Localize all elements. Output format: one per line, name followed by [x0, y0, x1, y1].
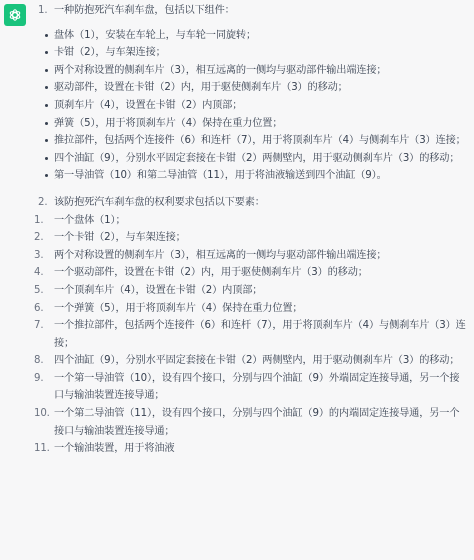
- list-item: 两个对称设置的侧刹车片（3），相互远离的一侧均与驱动部件输出端连接；: [28, 62, 468, 80]
- item-title: 该防抱死汽车刹车盘的权利要求包括以下要素：: [54, 196, 265, 208]
- list-item: 盘体（1），安装在车轮上，与车轮一同旋转；: [28, 27, 468, 45]
- item-title: 一种防抱死汽车刹车盘，包括以下组件：: [54, 5, 235, 16]
- item-number: 1.: [38, 5, 48, 16]
- list-item: 四个油缸（9），分别水平固定套接在卡钳（2）两侧壁内，用于驱动侧刹车片（3）的移动；: [28, 150, 468, 168]
- assistant-message: [28, 0, 468, 458]
- claim-number: 3.: [34, 249, 44, 261]
- assistant-avatar: [4, 4, 26, 26]
- list-item: [28, 440, 468, 458]
- list-item: [28, 370, 468, 405]
- item-number: 2.: [38, 196, 48, 208]
- list-item: [28, 282, 468, 300]
- claim-text: 一个推拉部件，包括两个连接件（6）和连杆（7），用于将顶刹车片（4）与侧刹车片（3）连接；: [54, 320, 466, 349]
- list-item: [28, 405, 468, 440]
- claim-number: 9.: [34, 372, 44, 384]
- claim-text: 一个第二导油管（11），设有四个接口，分别与四个油缸（9）的内端固定连接导通，另一个接口与输油装置连接导通；: [54, 408, 460, 437]
- claim-text: 一个顶刹车片（4），设置在卡钳（2）内顶部；: [54, 284, 263, 296]
- claim-text: 一个第一导油管（10），设有四个接口，分别与四个油缸（9）外端固定连接导通，另一个接口与输油装置连接导通；: [54, 372, 460, 402]
- component-list: [28, 27, 468, 185]
- claim-number: 10.: [34, 408, 50, 420]
- claim-number: 7.: [34, 320, 44, 332]
- answer-item-2: [28, 194, 468, 212]
- list-item: 第一导油管（10）和第二导油管（11），用于将油液输送到四个油缸（9）。: [28, 167, 468, 185]
- openai-logo-icon: [8, 8, 22, 22]
- list-item: [28, 229, 468, 247]
- claim-number: 1.: [34, 214, 44, 226]
- claim-text: 两个对称设置的侧刹车片（3），相互远离的一侧均与驱动部件输出端连接；: [54, 249, 387, 261]
- claim-text: 一个弹簧（5），用于将顶刹车片（4）保持在重力位置；: [54, 302, 303, 314]
- list-item: 弹簧（5），用于将顶刹车片（4）保持在重力位置；: [28, 115, 468, 133]
- list-item: [28, 352, 468, 370]
- claim-number: 11.: [34, 443, 50, 455]
- list-item: 顶刹车片（4），设置在卡钳（2）内顶部；: [28, 97, 468, 115]
- list-item: 卡钳（2），与车架连接；: [28, 44, 468, 62]
- claims-list: [28, 212, 468, 458]
- list-item: [28, 300, 468, 318]
- claim-text: 一个驱动部件，设置在卡钳（2）内，用于驱使侧刹车片（3）的移动；: [54, 267, 368, 279]
- claim-number: 5.: [34, 284, 44, 296]
- claim-text: 一个盘体（1）；: [54, 214, 126, 226]
- claim-number: 8.: [34, 355, 44, 367]
- list-item: [28, 212, 468, 230]
- list-item: 推拉部件，包括两个连接件（6）和连杆（7），用于将顶刹车片（4）与侧刹车片（3）连接；: [28, 132, 468, 150]
- claim-text: 一个输油装置，用于将油液: [54, 443, 175, 455]
- list-item: 驱动部件，设置在卡钳（2）内，用于驱使侧刹车片（3）的移动；: [28, 79, 468, 97]
- list-item: [28, 264, 468, 282]
- list-item: [28, 247, 468, 265]
- claim-number: 6.: [34, 302, 44, 314]
- claim-number: 4.: [34, 267, 44, 279]
- list-item: [28, 317, 468, 352]
- claim-number: 2.: [34, 232, 44, 244]
- claim-text: 四个油缸（9），分别水平固定套接在卡钳（2）两侧壁内，用于驱动侧刹车片（3）的移动；: [54, 355, 460, 367]
- answer-item-1: [28, 2, 468, 20]
- claim-text: 一个卡钳（2），与车架连接；: [54, 232, 186, 244]
